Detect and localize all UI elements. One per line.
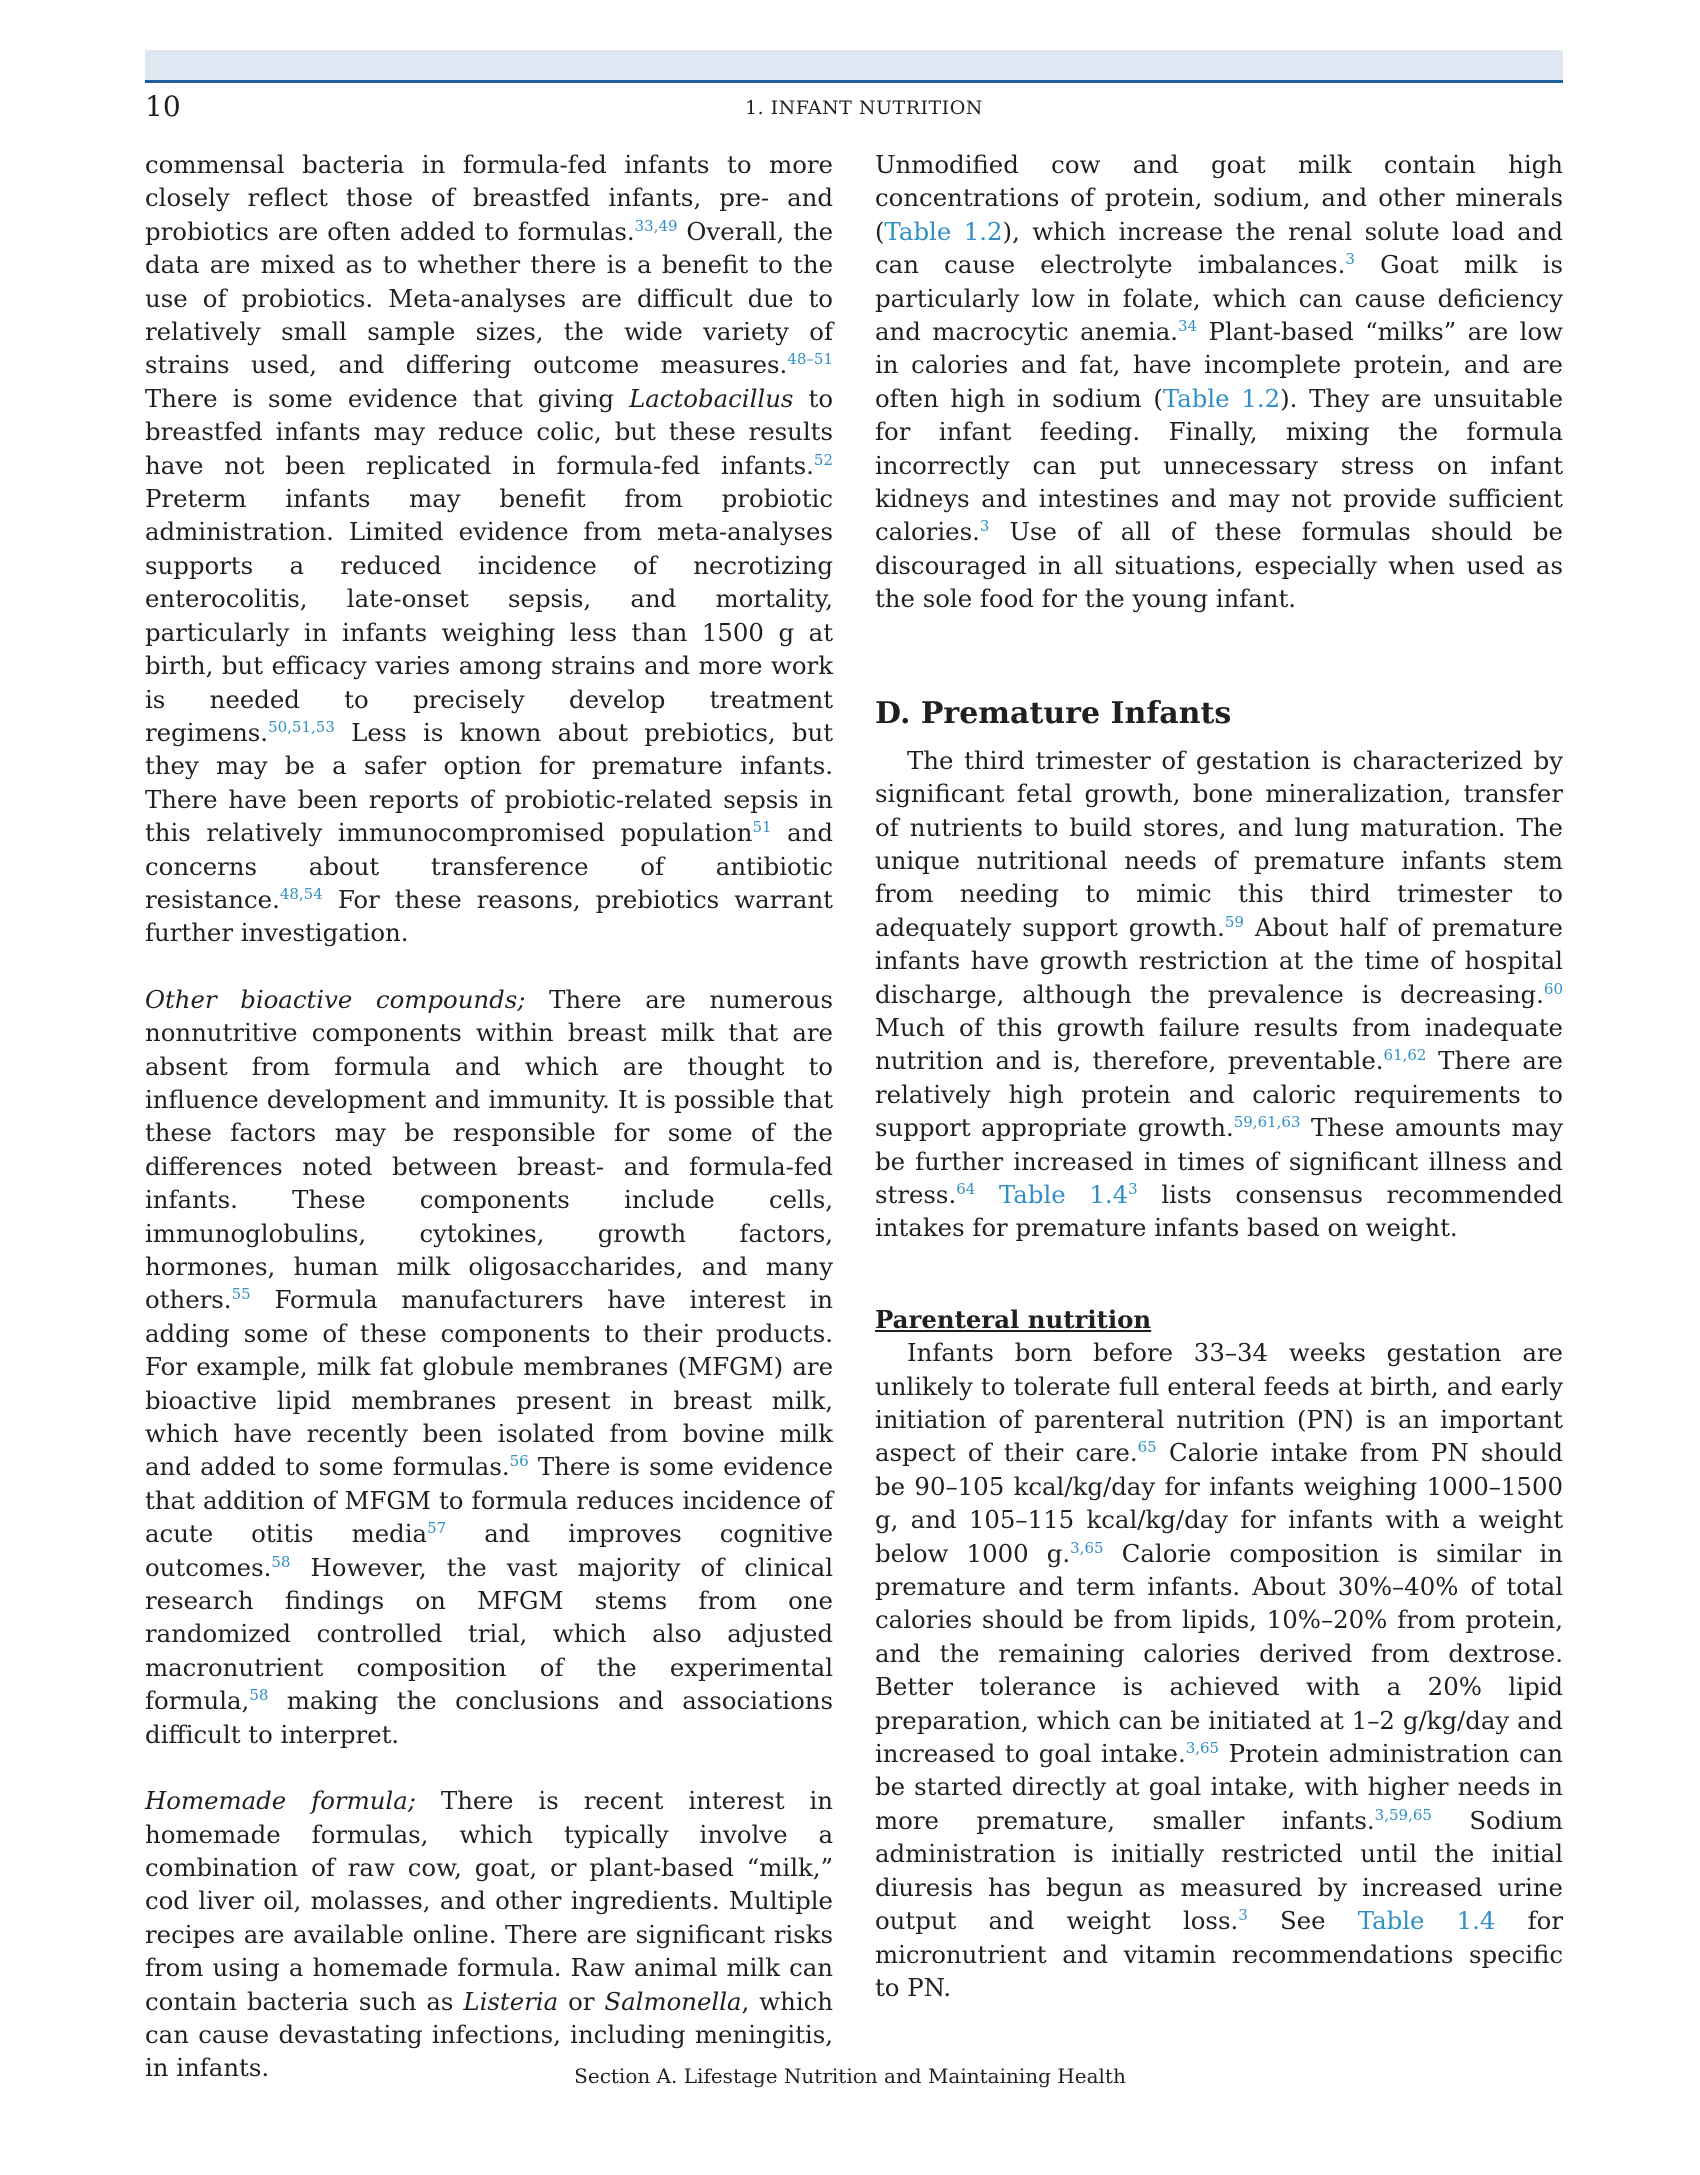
citation[interactable]: 56 bbox=[509, 1452, 529, 1471]
citation[interactable]: 3 bbox=[1128, 1179, 1138, 1198]
paragraph-label: Homemade formula; bbox=[145, 1786, 416, 1816]
citation[interactable]: 64 bbox=[956, 1179, 976, 1198]
citation[interactable]: 55 bbox=[231, 1285, 251, 1304]
citation[interactable]: 50,51,53 bbox=[268, 717, 335, 736]
paragraph-bioactive-compounds: Other bioactive compounds; There are numerous nonnutritive components within breast milk that are absent from formula and which are thought to influence development and immunity. It is possible that these factors may be responsible for some of the differences noted between breast- and formula-fed infants. These components include cells, immunoglobulins, cytokines, growth factors, hormones, human milk oligosaccharides, and many others.$^{55}$ Formula manufacturers have interest in adding some of these components to their products. For example, milk fat globule membranes (MFGM) are bioactive lipid membranes present in breast milk, which have recently been isolated from bovine milk and added to some formulas.$^{56}$ There is some evidence that addition of MFGM to formula reduces incidence of acute otitis media$^{57}$ and improves cognitive outcomes.$^{58}$ However, the vast majority of clinical research findings on MFGM stems from one randomized controlled trial, which also adjusted macronutrient composition of the experimental formula,$^{58}$ making the conclusions and associations difficult to interpret. bbox=[145, 984, 834, 1749]
running-head: 1. INFANT NUTRITION bbox=[745, 97, 983, 119]
citation[interactable]: 58 bbox=[249, 1686, 269, 1705]
citation[interactable]: 3,65 bbox=[1185, 1738, 1220, 1757]
citation[interactable]: 3,65 bbox=[1070, 1538, 1104, 1557]
page-number: 10 bbox=[145, 90, 181, 123]
paragraph-homemade-formula: Homemade formula; There is recent interest in homemade formulas, which typically involve a combination of raw cow, goat, or plant-based “milk,” cod liver oil, molasses, and other ingredients. Multiple recipes are available online. There are significant risks from using a homemade formula. Raw animal milk can contain bacteria such as Listeria or Salmonella, which can cause devastating infections, including meningitis, in infants. bbox=[145, 1786, 834, 2083]
paragraph-probiotics: commensal bacteria in formula-fed infants to more closely reflect those of breastfed infants, pre- and probiotics are often added to formulas.$^{33,49}$ Overall, the data are mixed as to whether there is a benefit to the use of probiotics. Meta-analyses are difficult due to relatively small sample sizes, the wide variety of strains used, and differing outcome measures.$^{48-51}$ There is some evidence that giving Lactobacillus to breastfed infants may reduce colic, but these results have not been replicated in formula-fed infants.$^{52}$ Preterm infants may benefit from probiotic administration. Limited evidence from meta-analyses supports a reduced incidence of necrotizing enterocolitis, late-onset sepsis, and mortality, particularly in infants weighing less than 1500 g at birth, but efficacy varies among strains and more work is needed to precisely develop treatment regimens.$^{50,51,53}$ Less is known about prebiotics, but they may be a safer option for premature infants. There have been reports of probiotic-related sepsis in this relatively immunocompromised population$^{51}$ and concerns about transference of antibiotic resistance.$^{48,54}$ For these reasons, prebiotics warrant further investigation. bbox=[145, 150, 834, 948]
citation[interactable]: 3 bbox=[1238, 1905, 1248, 1924]
table-link[interactable]: Table 1.4 bbox=[998, 1179, 1129, 1209]
table-link[interactable]: Table 1.4 bbox=[1357, 1906, 1496, 1936]
citation[interactable]: 3 bbox=[979, 517, 990, 536]
citation[interactable]: 3 bbox=[1345, 250, 1355, 269]
citation[interactable]: 65 bbox=[1137, 1438, 1157, 1457]
table-link[interactable]: Table 1.2 bbox=[884, 216, 1003, 246]
paragraph-parenteral-nutrition: Infants born before 33–34 weeks gestation are unlikely to tolerate full enteral feeds at birth, and early initiation of parenteral nutrition (PN) is an important aspect of their care.$^{65}$ Calorie intake from PN should be 90–105 kcal/kg/day for infants weighing 1000–1500 g, and 105–115 kcal/kg/day for infants with a weight below 1000 g.$^{3,65}$ Calorie composition is similar in premature and term infants. About 30%–40% of total calories should be from lipids, 10%–20% from protein, and the remaining calories derived from dextrose. Better tolerance is achieved with a 20% lipid preparation, which can be initiated at 1–2 g/kg/day and increased to goal intake.$^{3,65}$ Protein administration can be started directly at goal intake, with higher needs in more premature, smaller infants.$^{3,59,65}$ Sodium administration is initially restricted until the initial diuresis has begun as measured by increased urine output and weight loss.$^3$ See Table 1.4 for micronutrient and vitamin recommendations specific to PN. bbox=[875, 1338, 1564, 2002]
citation[interactable]: 3,59,65 bbox=[1374, 1805, 1432, 1824]
header-bar bbox=[145, 50, 1563, 83]
citation[interactable]: 48,54 bbox=[279, 884, 323, 903]
citation[interactable]: 60 bbox=[1543, 979, 1563, 998]
table-link[interactable]: Table 1.2 bbox=[1162, 383, 1281, 413]
section-heading: D. Premature Infants bbox=[875, 695, 1232, 731]
citation[interactable]: 33,49 bbox=[634, 216, 678, 235]
citation[interactable]: 51 bbox=[752, 818, 772, 836]
citation[interactable]: 61,62 bbox=[1383, 1046, 1427, 1065]
paragraph-label: Other bioactive compounds; bbox=[145, 984, 526, 1014]
citation[interactable]: 34 bbox=[1178, 316, 1198, 335]
citation[interactable]: 58 bbox=[271, 1552, 291, 1571]
citation[interactable]: 59,61,63 bbox=[1233, 1113, 1301, 1132]
citation[interactable]: 52 bbox=[813, 450, 833, 469]
citation[interactable]: 59 bbox=[1224, 912, 1244, 931]
paragraph-premature-infants: The third trimester of gestation is characterized by significant fetal growth, bone mineralization, transfer of nutrients to build stores, and lung maturation. The unique nutritional needs of premature infants stem from needing to mimic this third trimester to adequately support growth.$^{59}$ About half of premature infants have growth restriction at the time of hospital discharge, although the prevalence is decreasing.$^{60}$ Much of this growth failure results from inadequate nutrition and is, therefore, preventable.$^{61,62}$ There are relatively high protein and caloric requirements to support appropriate growth.$^{59,61,63}$ These amounts may be further increased in times of significant illness and stress.$^{64}$ Table 1.4$^3$ lists consensus recommended intakes for premature infants based on weight. bbox=[875, 745, 1563, 1243]
paragraph-unmodified-milk: Unmodified cow and goat milk contain high concentrations of protein, sodium, and other minerals (Table 1.2), which increase the renal solute load and can cause electrolyte imbalances.$^3$ Goat milk is particularly low in folate, which can cause deficiency and macrocytic anemia.$^{34}$ Plant-based “milks” are low in calories and fat, have incomplete protein, and are often high in sodium (Table 1.2). They are unsuitable for infant feeding. Finally, mixing the formula incorrectly can put unnecessary stress on infant kidneys and intestines and may not provide sufficient calories.$^3$ Use of all of these formulas should be discouraged in all situations, especially when used as the sole food for the young infant. bbox=[875, 150, 1564, 614]
page-footer: Section A. Lifestage Nutrition and Maintaining Health bbox=[574, 2064, 1126, 2088]
citation[interactable]: 57 bbox=[427, 1519, 447, 1538]
subheading: Parenteral nutrition bbox=[875, 1304, 1152, 1334]
citation[interactable]: 48–51 bbox=[787, 350, 833, 369]
left-column bbox=[145, 148, 833, 2085]
right-column bbox=[875, 148, 1563, 2004]
